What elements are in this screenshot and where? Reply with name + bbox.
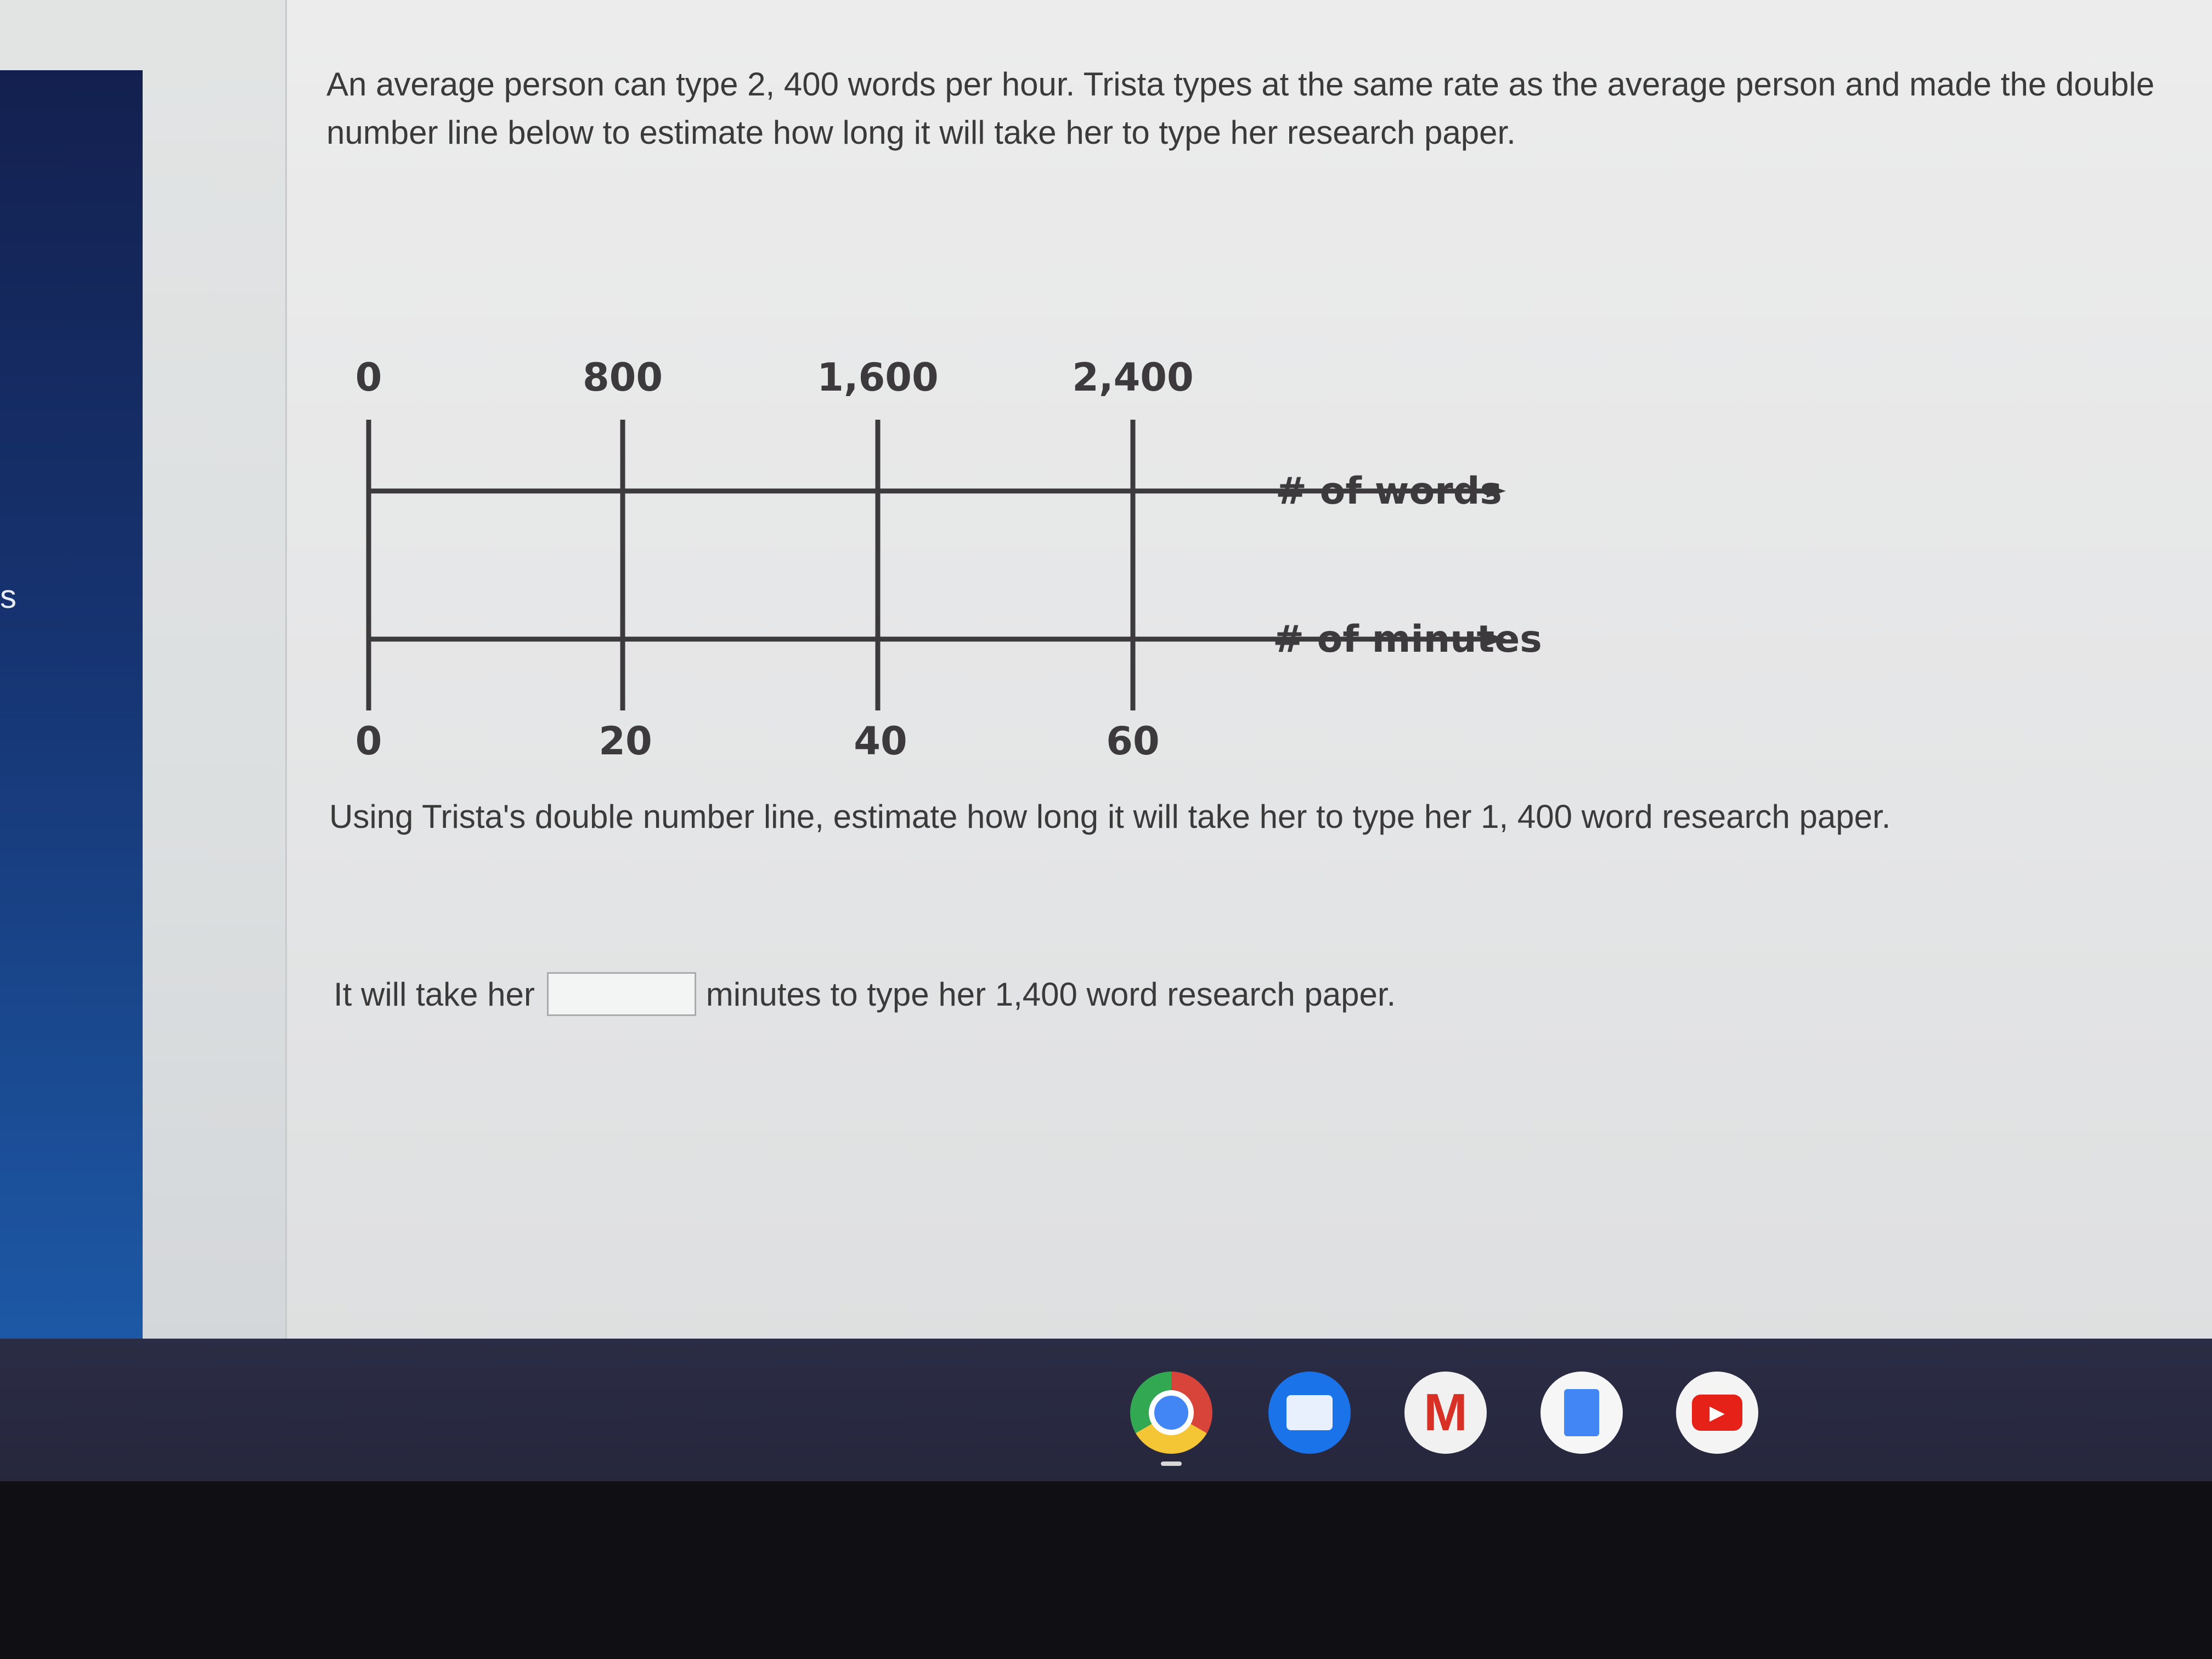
answer-prefix: It will take her (334, 975, 535, 1013)
taskbar (0, 1339, 2212, 1482)
words-label-2: 1,600 (817, 355, 939, 400)
document-icon (1564, 1389, 1599, 1436)
words-label-0: 0 (355, 355, 382, 400)
answer-suffix: minutes to type her 1,400 word research paper. (706, 975, 1396, 1013)
active-app-indicator (1161, 1462, 1182, 1466)
minutes-axis-label: # of minutes (1273, 618, 1542, 661)
files-icon[interactable] (1268, 1372, 1351, 1454)
minutes-label-0: 0 (355, 719, 382, 764)
minutes-label-2: 40 (854, 719, 907, 764)
docs-icon[interactable] (1541, 1372, 1623, 1454)
number-line-strokes (368, 420, 1487, 710)
gmail-icon[interactable] (1404, 1372, 1487, 1454)
words-label-1: 800 (582, 355, 663, 400)
folder-icon (1286, 1395, 1333, 1430)
minutes-label-1: 20 (599, 719, 652, 764)
left-panel-edge-text: s (0, 578, 16, 615)
monitor-bezel (0, 1481, 2212, 1659)
question-ask: Using Trista's double number line, estimate how long it will take her to type her 1, 400 word research paper. (329, 798, 1891, 835)
words-label-3: 2,400 (1072, 355, 1194, 400)
minutes-label-3: 60 (1106, 719, 1160, 764)
gmail-glyph: M (1424, 1383, 1468, 1442)
chrome-icon-center (1149, 1390, 1194, 1435)
left-panel (0, 70, 143, 1366)
chrome-icon[interactable] (1130, 1372, 1212, 1454)
play-icon (1692, 1395, 1742, 1431)
youtube-icon[interactable] (1676, 1372, 1758, 1454)
answer-sentence (334, 967, 1396, 1022)
words-axis-label: # of words (1276, 470, 1502, 513)
minutes-answer-input[interactable] (547, 972, 696, 1016)
double-number-line (307, 329, 1569, 779)
question-prompt: An average person can type 2, 400 words per hour. Trista types at the same rate as the average person and made the double number line below to estimate how long it will take her to type her research paper. (326, 66, 2155, 151)
play-glyph: ▶ (1709, 1401, 1725, 1424)
